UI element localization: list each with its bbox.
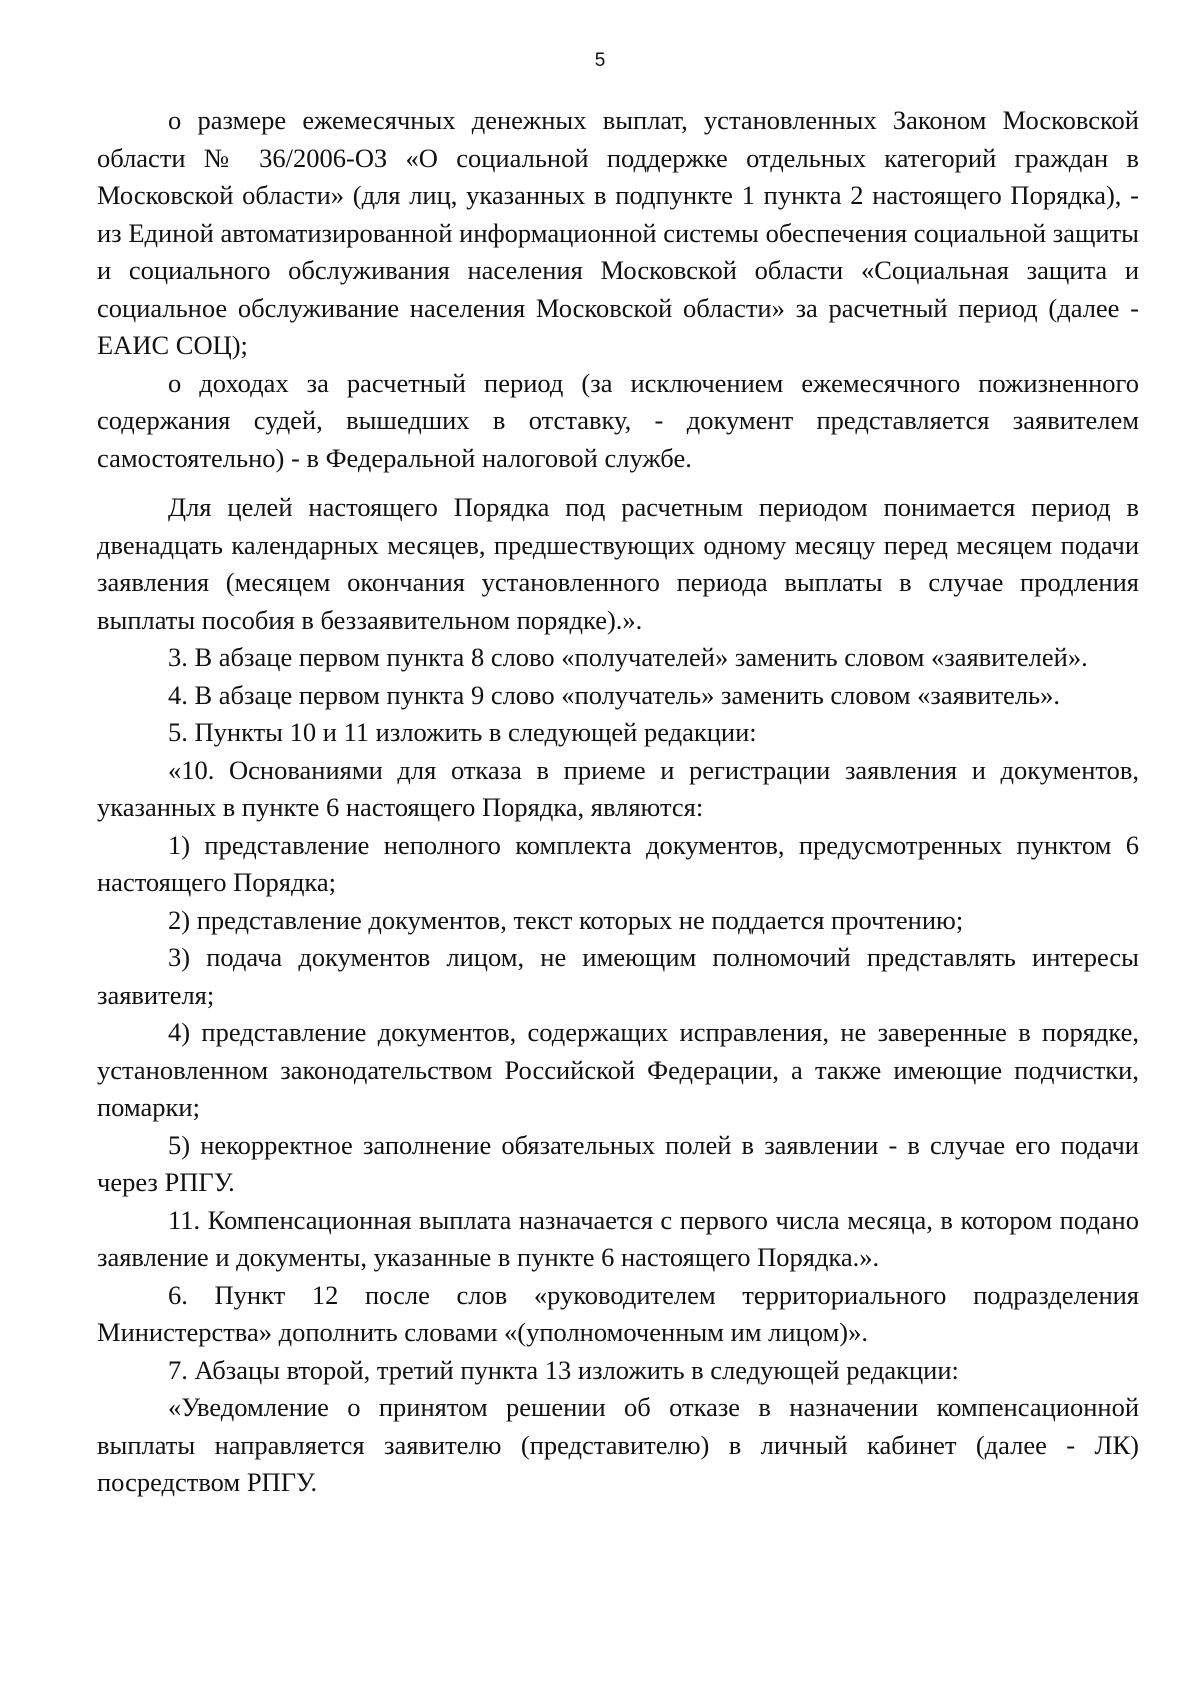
paragraph-15: 7. Абзацы второй, третий пункта 13 изложить в следующей редакции: — [168, 1354, 959, 1385]
paragraph-4: 3. В абзаце первом пункта 8 слово «получателей» заменить словом «заявителей». — [168, 642, 1088, 672]
paragraph-6: 5. Пункты 10 и 11 изложить в следующей редакции: — [168, 717, 757, 747]
paragraph-5: 4. В абзаце первом пункта 9 слово «получатель» заменить словом «заявитель». — [168, 679, 1061, 710]
paragraph-8: 1) представление неполного комплекта документов, предусмотренных пунктом 6 настоящего Порядка; — [97, 829, 1139, 897]
paragraph-14: 6. Пункт 12 после слов «руководителем территориального подразделения Министерства» дополнить словами «(уполномоченным им лицом)». — [97, 1279, 1139, 1347]
paragraph-11: 4) представление документов, содержащих исправления, не заверенные в порядке, установленном законодательством Российской Федерации, а также имеющие подчистки, помарки; — [97, 1017, 1139, 1122]
paragraph-10: 3) подача документов лицом, не имеющим полномочий представлять интересы заявителя; — [97, 942, 1139, 1010]
page-number: 5 — [594, 50, 606, 71]
paragraph-2: о доходах за расчетный период (за исключением ежемесячного пожизненного содержания судей, вышедших в отставку, - документ представляется заявителем самостоятельно) - в Федеральной налоговой службе. — [97, 367, 1139, 473]
paragraph-13: 11. Компенсационная выплата назначается с первого числа месяца, в котором подано заявление и документы, указанные в пункте 6 настоящего Порядка.». — [97, 1204, 1139, 1272]
paragraph-9: 2) представление документов, текст которых не поддается прочтению; — [168, 904, 964, 935]
paragraph-16: «Уведомление о принятом решении об отказе в назначении компенсационной выплаты направляется заявителю (представителю) в личный кабинет (далее - ЛК) посредством РПГУ. — [97, 1392, 1139, 1497]
paragraph-12: 5) некорректное заполнение обязательных полей в заявлении - в случае его подачи через РПГУ. — [97, 1129, 1139, 1197]
paragraph-7: «10. Основаниями для отказа в приеме и регистрации заявления и документов, указанных в пункте 6 настоящего Порядка, являются: — [97, 754, 1139, 822]
paragraph-1: о размере ежемесячных денежных выплат, установленных Законом Московской области № 36/2006-ОЗ «О социальной поддержке отдельных категорий граждан в Московской области» (для лиц, указанных в подпункте 1 пункта 2 настоящего Порядка), - из Единой автоматизированной информационной системы обеспечения социальной защиты и социального обслуживания населения Московской области «Социальная защита и социальное обслуживание населения Московской области» за расчетный период (далее - ЕАИС СОЦ); — [97, 105, 1139, 360]
paragraph-3: Для целей настоящего Порядка под расчетным периодом понимается период в двенадцать календарных месяцев, предшествующих одному месяцу перед месяцем подачи заявления (месяцем окончания установленного периода выплаты в случае продления выплаты пособия в беззаявительном порядке).». — [97, 492, 1139, 635]
document-body — [97, 102, 1139, 1502]
